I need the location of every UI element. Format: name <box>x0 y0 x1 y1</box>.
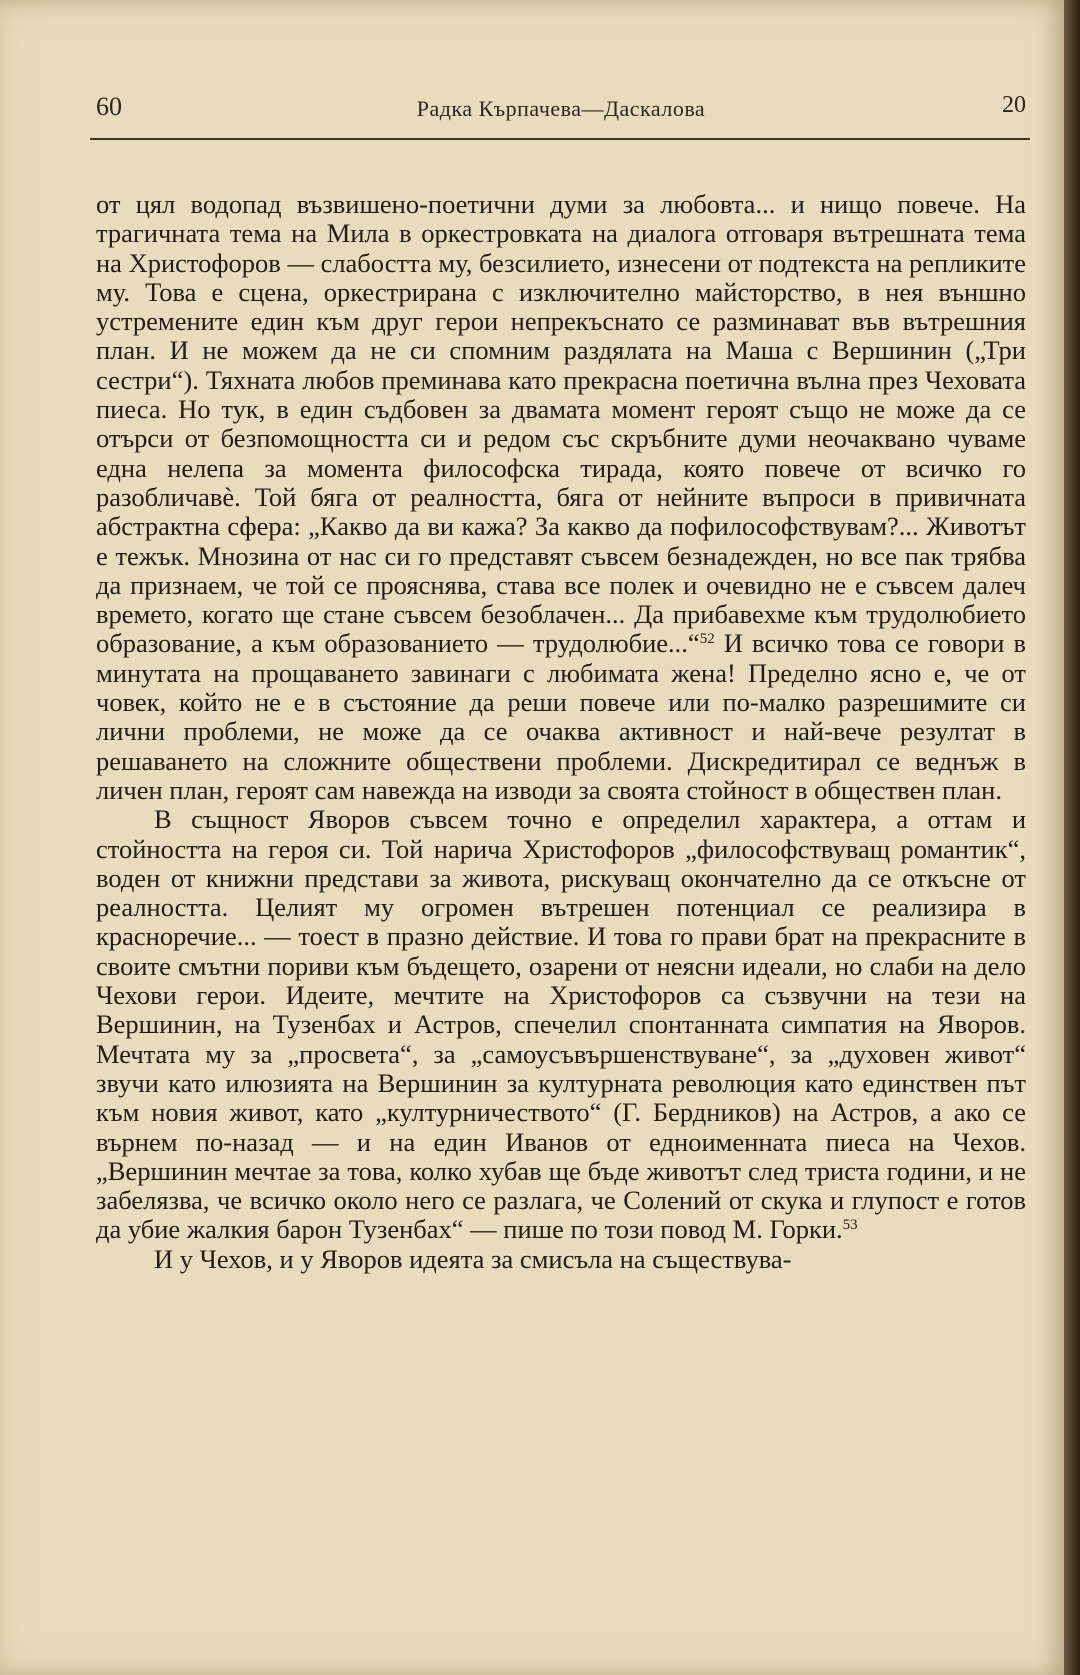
book-spine-edge <box>1064 0 1080 1675</box>
page-number: 60 <box>96 92 122 121</box>
paragraph-text-continued: И всичко това се говори в минутата на прощаването завинаги с любимата жена! Пределно ясно е, че от човек, който не е в състояние да реши повече или по-малко разрешимите си лични проблеми, не може да се очаква активност и най-вече резултат в решаването на сложните обществени проблеми. Дискредитирал се веднъж в личен план, героят сам навежда на изводи за своята стойност в обществен план. <box>96 628 1026 805</box>
signature-mark: 20 <box>1002 92 1026 118</box>
body-text <box>96 190 1026 1274</box>
running-title: Радка Кърпачева—Даскалова <box>416 96 706 121</box>
running-header <box>96 92 1026 126</box>
paragraph-text: В същност Яворов съвсем точно е определил характера, а оттам и стойността на героя си. Той нарича Христофоров „философствуващ романтик“, воден от книжни представи за живота, рискуващ окончателно да се откъсне от реалността. Целият му огромен вътрешен потенциал се реализира в красноречие... — тоест в празно действие. И това го прави брат на прекрасните в своите смътни пориви към бъдещето, озарени от неясни идеали, но слаби на дело Чехови герои. Идеите, мечтите на Христофоров са съзвучни на тези на Вершинин, на Тузенбах и Астров, спечелил спонтанната симпатия на Яворов. Мечтата му за „просвета“, за „самоусъвършенствуване“, за „духовен живот“ звучи като илюзията на Вершинин за културната революция като единствен път към новия живот, като „културничеството“ (Г. Бердников) на Астров, а ако се върнем по-назад — и на един Иванов от едноименната пиеса на Чехов. „Вершинин мечтае за това, колко хубав ще бъде животът след триста години, и не забелязва, че всичко около него се разлага, че Солений от скука и глупост е готов да убие жалкия барон Тузенбах“ — пише по този повод М. Горки. <box>96 804 1026 1245</box>
header-rule <box>90 138 1030 140</box>
paragraph-text: И у Чехов, и у Яворов идеята за смисъла на съществува- <box>154 1243 792 1274</box>
footnote-ref: 52 <box>699 631 715 648</box>
paragraph <box>96 190 1026 805</box>
paragraph-text: от цял водопад възвишено-поетични думи за любовта... и нищо повече. На трагичната тема на Мила в оркестровката на диалога отговаря вътрешната тема на Христофоров — слабостта му, безсилието, изнесени от подтекста на репликите му. Това е сцена, оркестрирана с изключително майсторство, в нея външно устремените един към друг герои непрекъснато се разминават във вътрешния план. И не можем да не си спомним раздялата на Маша с Вершинин („Три сестри“). Тяхната любов преминава като прекрасна поетична вълна през Чеховата пиеса. Но тук, в един съдбовен за двамата момент героят също не може да се отърси от безпомощността си и редом със скръбните думи неочаквано чуваме една нелепа за момента философска тирада, която повече от всичко го разобличавѐ. Той бяга от реалността, бяга от нейните въпроси в привичната абстрактна сфера: „Какво да ви кажа? За какво да пофилософствувам?... Животът е тежък. Мнозина от нас си го представят съвсем безнадежден, но все пак трябва да признаем, че той се прояснява, става все полек и очевидно не е съвсем далеч времето, когато ще стане съвсем безоблачен... Да прибавехме към трудолюбието образование, а към образованието — трудолюбие...“ <box>96 189 1027 659</box>
paragraph <box>96 805 1026 1244</box>
paragraph <box>96 1245 1026 1274</box>
footnote-ref: 53 <box>842 1217 858 1234</box>
